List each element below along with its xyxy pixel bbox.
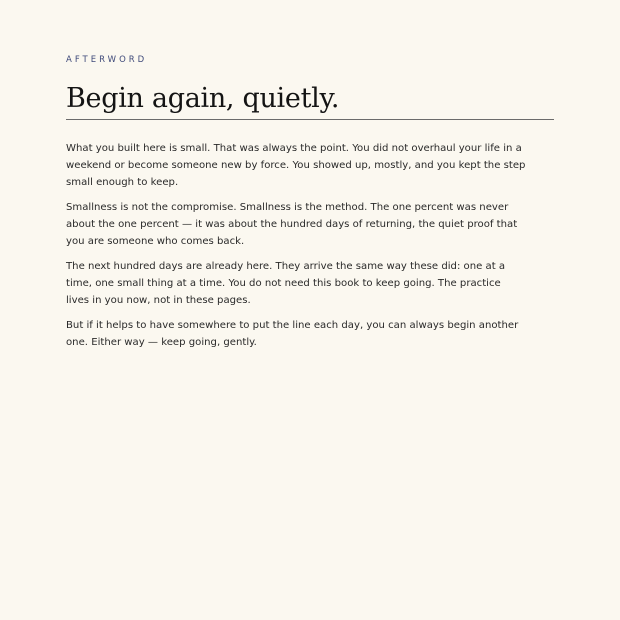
page-title: Begin again, quietly. [66, 83, 340, 114]
section-eyebrow: AFTERWORD [66, 55, 148, 65]
paragraph: The next hundred days are already here. They arrive the same way these did: one at a time, one small thing at a time. You do not need this book to keep going. The practice lives in you now, not in these pages. [66, 261, 506, 306]
paragraph: What you built here is small. That was always the point. You did not overhaul your life in a weekend or become someone new by force. You showed up, mostly, and you kept the step small enough to keep. [66, 143, 526, 188]
body-text [66, 140, 526, 351]
title-divider [66, 119, 554, 120]
paragraph: Smallness is not the compromise. Smallness is the method. The one percent was never about the one percent — it was about the hundred days of returning, the quiet proof that you are someone who comes back. [66, 202, 518, 247]
paragraph: But if it helps to have somewhere to put the line each day, you can always begin another one. Either way — keep going, gently. [66, 320, 519, 348]
